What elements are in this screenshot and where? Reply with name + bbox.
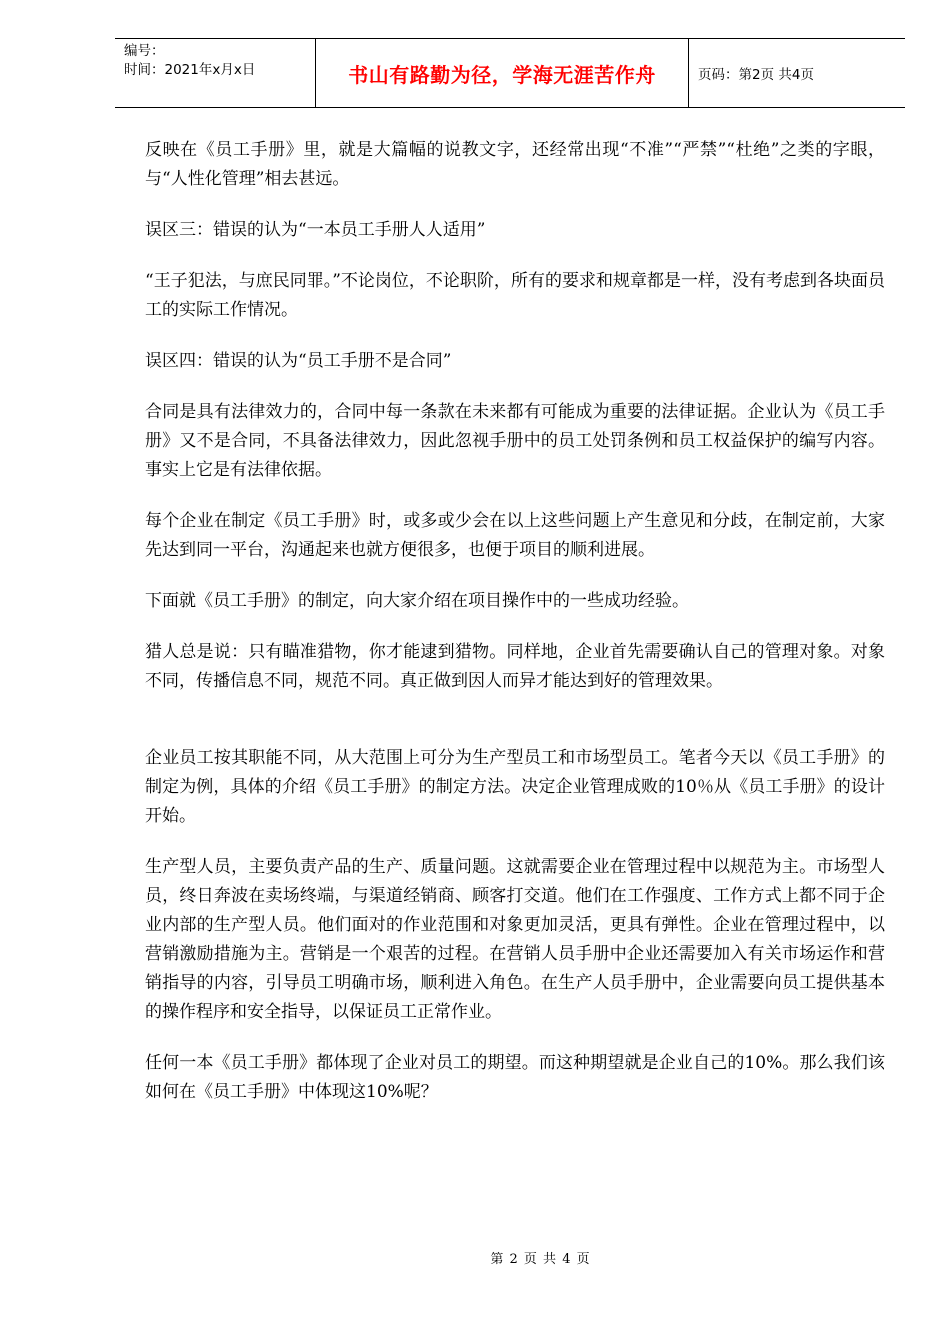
paragraph: 每个企业在制定《员工手册》时，或多或少会在以上这些问题上产生意见和分歧，在制定前，大家先达到同一平台，沟通起来也就方便很多，也便于项目的顺利进展。 — [145, 511, 885, 560]
page-header — [115, 38, 905, 108]
header-meta — [115, 39, 316, 107]
section-heading: 误区三：错误的认为“一本员工手册人人适用” — [145, 220, 486, 240]
paragraph: 企业员工按其职能不同，从大范围上可分为生产型员工和市场型员工。笔者今天以《员工手册》的制定为例，具体的介绍《员工手册》的制定方法。决定企业管理成败的10％从《员工手册》的设计开始。 — [145, 748, 885, 826]
paragraph: 猎人总是说：只有瞄准猎物，你才能逮到猎物。同样地，企业首先需要确认自己的管理对象。对象不同，传播信息不同，规范不同。真正做到因人而异才能达到好的管理效果。 — [145, 642, 885, 691]
section-heading: 误区四：错误的认为“员工手册不是合同” — [145, 351, 452, 371]
paragraph: 生产型人员，主要负责产品的生产、质量问题。这就需要企业在管理过程中以规范为主。市场型人员，终日奔波在卖场终端，与渠道经销商、顾客打交道。他们在工作强度、工作方式上都不同于企业内部的生产型人员。他们面对的作业范围和对象更加灵活，更具有弹性。企业在管理过程中，以营销激励措施为主。营销是一个艰苦的过程。在营销人员手册中企业还需要加入有关市场运作和营销指导的内容，引导员工明确市场，顺利进入角色。在生产人员手册中，企业需要向员工提供基本的操作程序和安全指导，以保证员工正常作业。 — [145, 857, 885, 1022]
paragraph: “王子犯法，与庶民同罪。”不论岗位，不论职阶，所有的要求和规章都是一样，没有考虑到各块面员工的实际工作情况。 — [145, 271, 885, 320]
footer-page-number: 第 2 页 共 4 页 — [490, 1252, 590, 1267]
paragraph: 任何一本《员工手册》都体现了企业对员工的期望。而这种期望就是企业自己的10%。那么我们该如何在《员工手册》中体现这10%呢？ — [145, 1053, 885, 1102]
document-time-label: 时间：2021年x月x日 — [124, 62, 256, 78]
page-footer — [0, 1248, 950, 1267]
paragraph: 反映在《员工手册》里，就是大篇幅的说教文字，还经常出现“不准”“严禁”“杜绝”之类的字眼，与“人性化管理”相去甚远。 — [145, 140, 885, 189]
header-page-info: 页码：第2页 共4页 — [698, 67, 814, 83]
document-number-label: 编号： — [124, 43, 165, 59]
header-motto: 书山有路勤为径，学海无涯苦作舟 — [316, 39, 689, 107]
paragraph: 下面就《员工手册》的制定，向大家介绍在项目操作中的一些成功经验。 — [145, 591, 689, 611]
paragraph: 合同是具有法律效力的，合同中每一条款在未来都有可能成为重要的法律证据。企业认为《员工手册》又不是合同，不具备法律效力，因此忽视手册中的员工处罚条例和员工权益保护的编写内容。事实上它是有法律依据。 — [145, 402, 885, 480]
document-body — [145, 136, 885, 1129]
